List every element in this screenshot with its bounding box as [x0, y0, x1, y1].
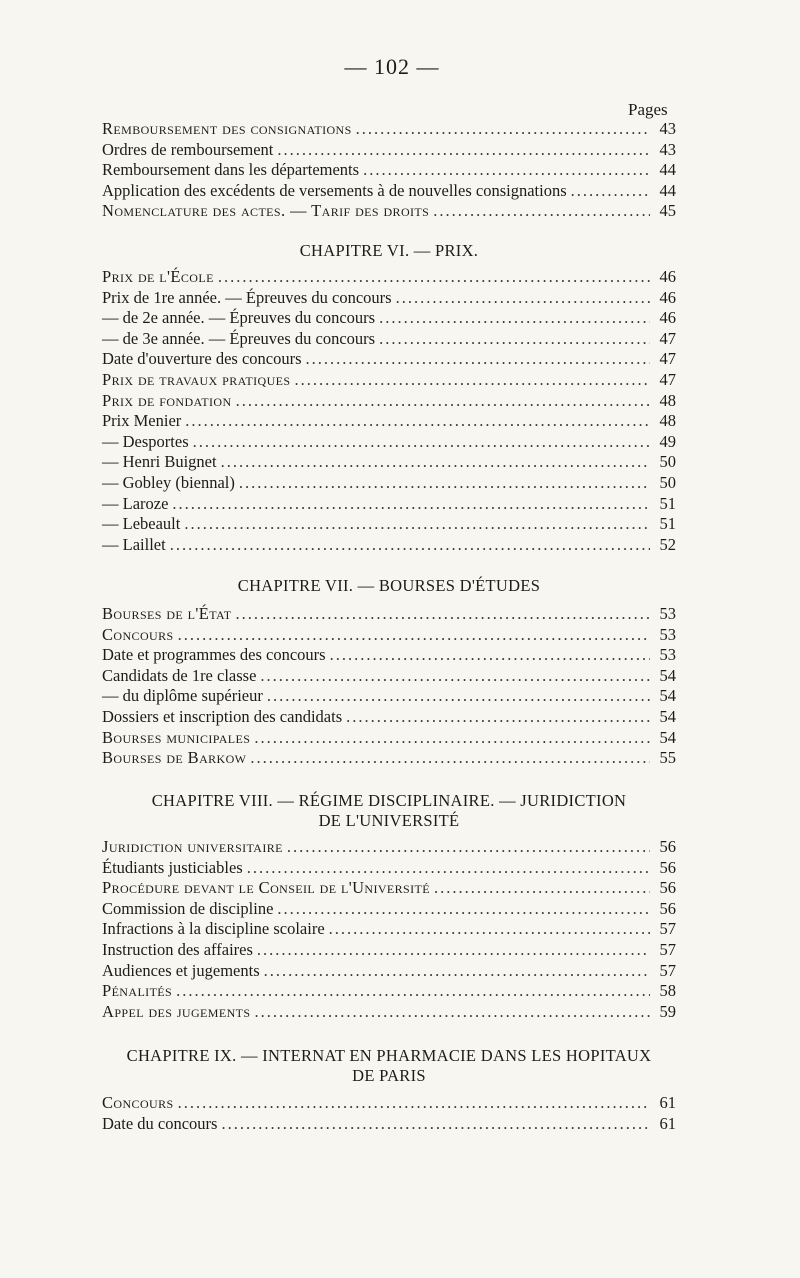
- toc-entry-page: 57: [659, 919, 676, 939]
- toc-entry: [102, 1092, 676, 1113]
- dot-leader: [356, 118, 650, 139]
- toc-entry-label: Prix Menier: [102, 411, 182, 431]
- toc-entry-label: Procédure devant le Conseil de l'Université: [102, 878, 430, 898]
- toc-entry-label: — Laillet: [102, 534, 166, 554]
- toc-entry-page: 48: [659, 411, 676, 431]
- toc-entry-label: Prix de travaux pratiques: [102, 370, 291, 389]
- toc-entry-label: Date d'ouverture des concours: [102, 349, 302, 369]
- toc-entry: [102, 624, 676, 645]
- toc-entry-label: Pénalités: [102, 981, 173, 1001]
- dot-leader: [363, 159, 650, 180]
- toc-entry-page: 50: [659, 452, 676, 472]
- toc-entry-page: 53: [659, 645, 676, 665]
- dot-leader: [178, 1092, 650, 1113]
- toc-entry: [102, 266, 676, 287]
- toc-entry: [102, 200, 676, 221]
- toc-entry: [102, 159, 676, 180]
- toc-entry: [102, 451, 676, 472]
- chapter-heading-9-line2: DE PARIS: [352, 1066, 426, 1085]
- toc-entry-page: 55: [659, 748, 676, 768]
- dot-leader: [379, 328, 650, 349]
- toc-entry: [102, 534, 676, 555]
- toc-entry-page: 50: [659, 473, 676, 492]
- dot-leader: [176, 980, 650, 1001]
- chapter-heading-6: CHAPITRE VI. — PRIX.: [299, 241, 479, 260]
- toc-entry-label: Juridiction universitaire: [102, 837, 283, 856]
- toc-entry-page: 61: [659, 1093, 676, 1112]
- toc-entry: [102, 287, 676, 308]
- toc-entry: [102, 836, 676, 857]
- toc-entry: [102, 747, 676, 768]
- toc-entry-label: Infractions à la discipline scolaire: [102, 919, 325, 939]
- dot-leader: [346, 706, 650, 727]
- toc-entry-page: 57: [659, 960, 676, 980]
- dot-leader: [193, 431, 650, 452]
- toc-entry: [102, 1001, 676, 1022]
- dot-leader: [434, 877, 650, 898]
- toc-entry-label: Date et programmes des concours: [102, 645, 326, 665]
- toc-entry-label: — Lebeault: [102, 514, 181, 534]
- toc-entry-label: — Desportes: [102, 431, 189, 451]
- chapter-heading-8-line1: CHAPITRE VIII. — RÉGIME DISCIPLINAIRE. — JURIDICTION: [151, 791, 627, 810]
- toc-entry: [102, 644, 676, 665]
- toc-entry: [102, 348, 676, 369]
- toc-entry-label: Instruction des affaires: [102, 940, 253, 959]
- toc-entry-label: Commission de discipline: [102, 898, 274, 918]
- toc-entry: [102, 493, 676, 514]
- dot-leader: [267, 685, 650, 706]
- toc-entry: [102, 939, 676, 960]
- toc-entry-label: Étudiants justiciables: [102, 857, 243, 877]
- dot-leader: [433, 200, 650, 221]
- toc-entry: [102, 665, 676, 686]
- toc-entry-page: 53: [659, 604, 676, 623]
- dot-leader: [294, 369, 650, 390]
- dot-leader: [264, 960, 650, 981]
- toc-entry: [102, 390, 676, 411]
- dot-leader: [236, 390, 650, 411]
- toc-entry-page: 54: [659, 727, 676, 747]
- toc-entry-label: — de 3e année. — Épreuves du concours: [102, 328, 376, 348]
- toc-entry-page: 43: [659, 119, 676, 138]
- toc-entry-page: 56: [659, 878, 676, 898]
- toc-entry-page: 58: [659, 981, 676, 1001]
- toc-entry-label: Ordres de remboursement: [102, 139, 274, 159]
- page-number: — 102 —: [344, 54, 440, 79]
- toc-entry-page: 44: [659, 160, 676, 180]
- toc-entry: [102, 513, 676, 534]
- toc-entry-page: 44: [659, 180, 676, 200]
- toc-entry-page: 53: [659, 624, 676, 644]
- toc-entry-label: Prix de 1re année. — Épreuves du concours: [102, 287, 392, 307]
- dot-leader: [254, 1001, 650, 1022]
- dot-leader: [221, 451, 650, 472]
- toc-entry-label: Concours: [102, 1093, 174, 1112]
- toc-entry-page: 46: [659, 267, 676, 286]
- toc-entry: [102, 307, 676, 328]
- toc-entry-label: Bourses de Barkow: [102, 748, 247, 768]
- dot-leader: [239, 472, 650, 493]
- toc-entry: [102, 727, 676, 748]
- toc-entry: [102, 857, 676, 878]
- dot-leader: [306, 348, 650, 369]
- toc-entry-label: Remboursement dans les départements: [102, 160, 360, 180]
- dot-leader: [185, 410, 650, 431]
- toc-entry: [102, 118, 676, 139]
- toc-entry-label: Date du concours: [102, 1113, 218, 1133]
- toc-entry-label: Candidats de 1re classe: [102, 665, 257, 685]
- toc-entry-page: 57: [659, 940, 676, 959]
- toc-entry-label: Audiences et jugements: [102, 960, 260, 980]
- dot-leader: [277, 139, 650, 160]
- toc-entry-label: — Henri Buignet: [102, 452, 217, 472]
- toc-entry-page: 49: [659, 431, 676, 451]
- dot-leader: [178, 624, 650, 645]
- toc-entry: [102, 603, 676, 624]
- chapter-heading-8-line2: DE L'UNIVERSITÉ: [318, 811, 460, 830]
- toc-entry-page: 47: [659, 370, 676, 389]
- toc-entry-label: — Gobley (biennal): [102, 473, 235, 492]
- dot-leader: [254, 727, 650, 748]
- toc-entry: [102, 431, 676, 452]
- dot-leader: [250, 747, 650, 768]
- toc-entry-label: — du diplôme supérieur: [102, 686, 263, 706]
- dot-leader: [260, 665, 650, 686]
- toc-entry-label: Prix de l'École: [102, 267, 214, 286]
- toc-entry: [102, 685, 676, 706]
- dot-leader: [235, 603, 650, 624]
- toc-entry-page: 56: [659, 898, 676, 918]
- toc-entry: [102, 898, 676, 919]
- toc-entry-label: Appel des jugements: [102, 1001, 251, 1021]
- dot-leader: [277, 898, 650, 919]
- chapter-heading-7: CHAPITRE VII. — BOURSES D'ÉTUDES: [237, 576, 541, 595]
- dot-leader: [571, 180, 650, 201]
- toc-entry-label: Nomenclature des actes. — Tarif des droits: [102, 201, 430, 221]
- dot-leader: [218, 266, 650, 287]
- toc-entry-page: 51: [659, 514, 676, 534]
- toc-entry: [102, 180, 676, 201]
- dot-leader: [221, 1113, 650, 1134]
- dot-leader: [172, 493, 650, 514]
- toc-entry: [102, 960, 676, 981]
- toc-entry-page: 48: [659, 390, 676, 410]
- toc-entry-label: Remboursement des consignations: [102, 119, 352, 138]
- toc-entry-label: Bourses de l'État: [102, 604, 232, 623]
- toc-entry-page: 59: [659, 1001, 676, 1021]
- toc-entry-page: 54: [659, 686, 676, 706]
- pages-column-label: Pages: [628, 100, 668, 119]
- toc-entry-label: — Laroze: [102, 493, 169, 513]
- dot-leader: [170, 534, 650, 555]
- dot-leader: [396, 287, 650, 308]
- dot-leader: [247, 857, 650, 878]
- toc-entry-page: 56: [659, 857, 676, 877]
- dot-leader: [329, 918, 650, 939]
- toc-entry-page: 61: [659, 1113, 676, 1133]
- toc-entry-label: — de 2e année. — Épreuves du concours: [102, 308, 376, 328]
- toc-entry-label: Application des excédents de versements à de nouvelles consignations: [102, 180, 567, 200]
- toc-entry-page: 47: [659, 328, 676, 348]
- dot-leader: [287, 836, 650, 857]
- dot-leader: [330, 644, 650, 665]
- dot-leader: [184, 513, 650, 534]
- dot-leader: [257, 939, 650, 960]
- toc-entry: [102, 980, 676, 1001]
- toc-entry-page: 46: [659, 287, 676, 307]
- chapter-heading-9-line1: CHAPITRE IX. — INTERNAT EN PHARMACIE DANS LES HOPITAUX: [126, 1046, 652, 1065]
- toc-entry-page: 52: [659, 534, 676, 554]
- toc-entry-page: 51: [659, 493, 676, 513]
- toc-entry-page: 56: [659, 837, 676, 856]
- toc-entry-page: 45: [659, 201, 676, 221]
- toc-entry: [102, 328, 676, 349]
- toc-entry-label: Prix de fondation: [102, 390, 232, 410]
- toc-entry: [102, 472, 676, 493]
- toc-entry: [102, 877, 676, 898]
- toc-entry-page: 54: [659, 707, 676, 726]
- toc-entry: [102, 918, 676, 939]
- toc-entry-page: 47: [659, 349, 676, 369]
- toc-entry: [102, 369, 676, 390]
- toc-entry-page: 46: [659, 308, 676, 328]
- toc-entry-label: Concours: [102, 624, 174, 644]
- dot-leader: [379, 307, 650, 328]
- toc-entry-page: 43: [659, 139, 676, 159]
- toc-entry: [102, 1113, 676, 1134]
- toc-entry: [102, 139, 676, 160]
- toc-entry-label: Bourses municipales: [102, 727, 251, 747]
- toc-entry-label: Dossiers et inscription des candidats: [102, 707, 343, 726]
- toc-entry-page: 54: [659, 665, 676, 685]
- toc-entry: [102, 706, 676, 727]
- toc-entry: [102, 410, 676, 431]
